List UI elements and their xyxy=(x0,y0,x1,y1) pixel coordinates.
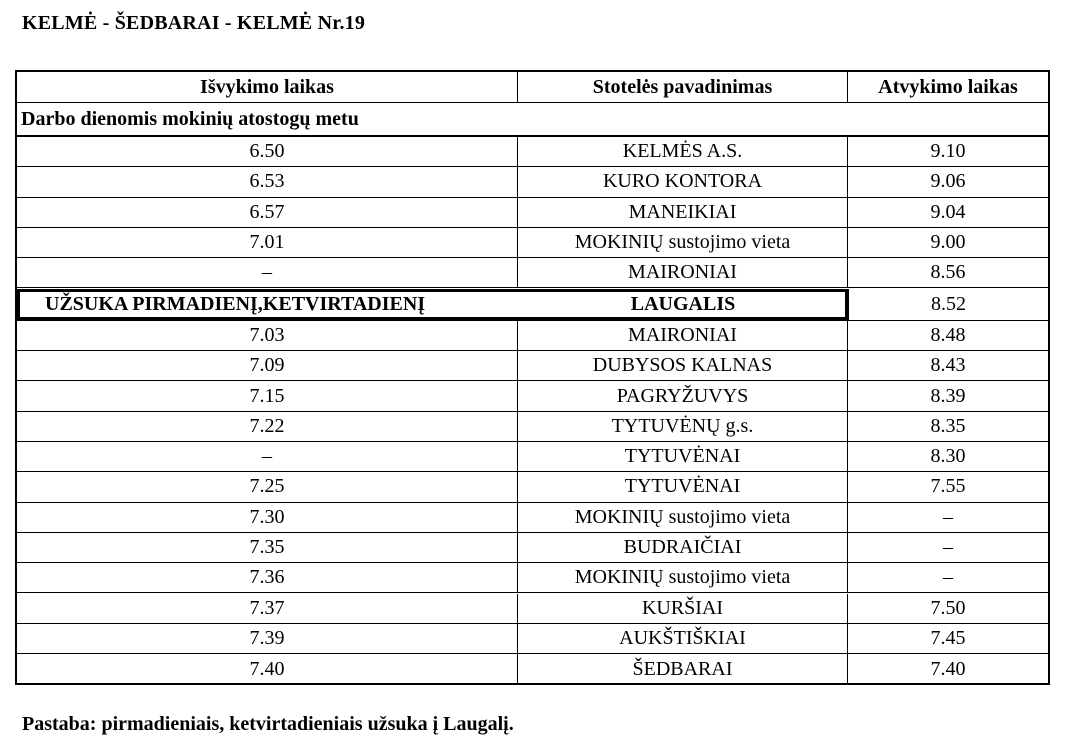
stop-cell: TYTUVĖNAI xyxy=(518,472,848,501)
departure-cell: 7.09 xyxy=(17,351,518,380)
table-row xyxy=(17,563,1048,593)
stop-cell: AUKŠTIŠKIAI xyxy=(518,624,848,653)
departure-cell: 7.36 xyxy=(17,563,518,592)
departure-cell: 7.03 xyxy=(17,321,518,350)
stop-cell: TYTUVĖNAI xyxy=(518,442,848,471)
stop-cell: MAIRONIAI xyxy=(518,258,848,287)
table-row xyxy=(17,321,1048,351)
table-row xyxy=(17,624,1048,654)
table-row xyxy=(17,503,1048,533)
departure-cell: 7.37 xyxy=(17,594,518,623)
table-row xyxy=(17,351,1048,381)
header-departure: Išvykimo laikas xyxy=(17,72,518,102)
departure-cell: 7.30 xyxy=(17,503,518,532)
arrival-cell: – xyxy=(943,505,953,528)
special-row xyxy=(17,289,1048,321)
stop-cell: DUBYSOS KALNAS xyxy=(518,351,848,380)
arrival-cell: 7.40 xyxy=(930,657,966,680)
stop-cell: BUDRAIČIAI xyxy=(518,533,848,562)
timetable xyxy=(15,70,1050,685)
table-row xyxy=(17,654,1048,684)
table-row xyxy=(17,533,1048,563)
arrival-cell: 8.30 xyxy=(930,445,966,468)
arrival-cell: – xyxy=(943,566,953,589)
departure-cell: – xyxy=(17,442,518,471)
stop-cell: MOKINIŲ sustojimo vieta xyxy=(518,563,848,592)
table-header xyxy=(17,72,1048,103)
departure-cell: 6.57 xyxy=(17,198,518,227)
stop-cell: MOKINIŲ sustojimo vieta xyxy=(518,228,848,257)
stop-cell: TYTUVĖNŲ g.s. xyxy=(518,412,848,441)
arrival-cell: 8.56 xyxy=(930,261,966,284)
arrival-cell: 8.35 xyxy=(930,414,966,437)
departure-cell: – xyxy=(17,258,518,287)
departure-cell: 7.01 xyxy=(17,228,518,257)
table-row xyxy=(17,228,1048,258)
table-row xyxy=(17,167,1048,197)
arrival-cell: 8.39 xyxy=(930,384,966,407)
footnote: Pastaba: pirmadieniais, ketvirtadieniais užsuka į Laugalį. xyxy=(22,713,514,735)
special-row-stop: LAUGALIS xyxy=(630,292,736,315)
arrival-cell: 9.06 xyxy=(930,170,966,193)
section-label: Darbo dienomis mokinių atostogų metu xyxy=(21,107,359,130)
departure-cell: 7.35 xyxy=(17,533,518,562)
table-row xyxy=(17,381,1048,411)
stop-cell: KURŠIAI xyxy=(518,594,848,623)
header-stop: Stotelės pavadinimas xyxy=(518,72,848,102)
arrival-cell: 7.55 xyxy=(930,475,966,498)
document-title: KELMĖ - ŠEDBARAI - KELMĖ Nr.19 xyxy=(22,12,366,34)
section-row xyxy=(17,103,1048,137)
table-row xyxy=(17,258,1048,288)
stop-cell: ŠEDBARAI xyxy=(518,654,848,684)
stop-cell: MOKINIŲ sustojimo vieta xyxy=(518,503,848,532)
stop-cell: PAGRYŽUVYS xyxy=(518,381,848,410)
arrival-cell: 7.50 xyxy=(930,596,966,619)
departure-cell: 6.53 xyxy=(17,167,518,196)
stop-cell: KELMĖS A.S. xyxy=(518,137,848,166)
arrival-cell: – xyxy=(943,536,953,559)
arrival-cell: 8.43 xyxy=(930,354,966,377)
table-row xyxy=(17,198,1048,228)
special-row-label: UŽSUKA PIRMADIENĮ,KETVIRTADIENĮ xyxy=(45,292,426,315)
stop-cell: MAIRONIAI xyxy=(518,321,848,350)
table-row xyxy=(17,442,1048,472)
arrival-cell: 9.00 xyxy=(930,231,966,254)
departure-cell: 7.40 xyxy=(17,654,518,684)
arrival-cell: 9.10 xyxy=(930,140,966,163)
table-row xyxy=(17,472,1048,502)
arrival-cell: 9.04 xyxy=(930,200,966,223)
table-row xyxy=(17,412,1048,442)
departure-cell: 7.39 xyxy=(17,624,518,653)
table-row xyxy=(17,137,1048,167)
arrival-cell: 8.48 xyxy=(930,323,966,346)
stop-cell: KURO KONTORA xyxy=(518,167,848,196)
header-arrival: Atvykimo laikas xyxy=(878,75,1018,98)
table-row xyxy=(17,594,1048,624)
departure-cell: 7.22 xyxy=(17,412,518,441)
stop-cell: MANEIKIAI xyxy=(518,198,848,227)
departure-cell: 7.15 xyxy=(17,381,518,410)
departure-cell: 7.25 xyxy=(17,472,518,501)
special-row-arrival: 8.52 xyxy=(848,289,1048,320)
departure-cell: 6.50 xyxy=(17,137,518,166)
arrival-cell: 7.45 xyxy=(930,626,966,649)
